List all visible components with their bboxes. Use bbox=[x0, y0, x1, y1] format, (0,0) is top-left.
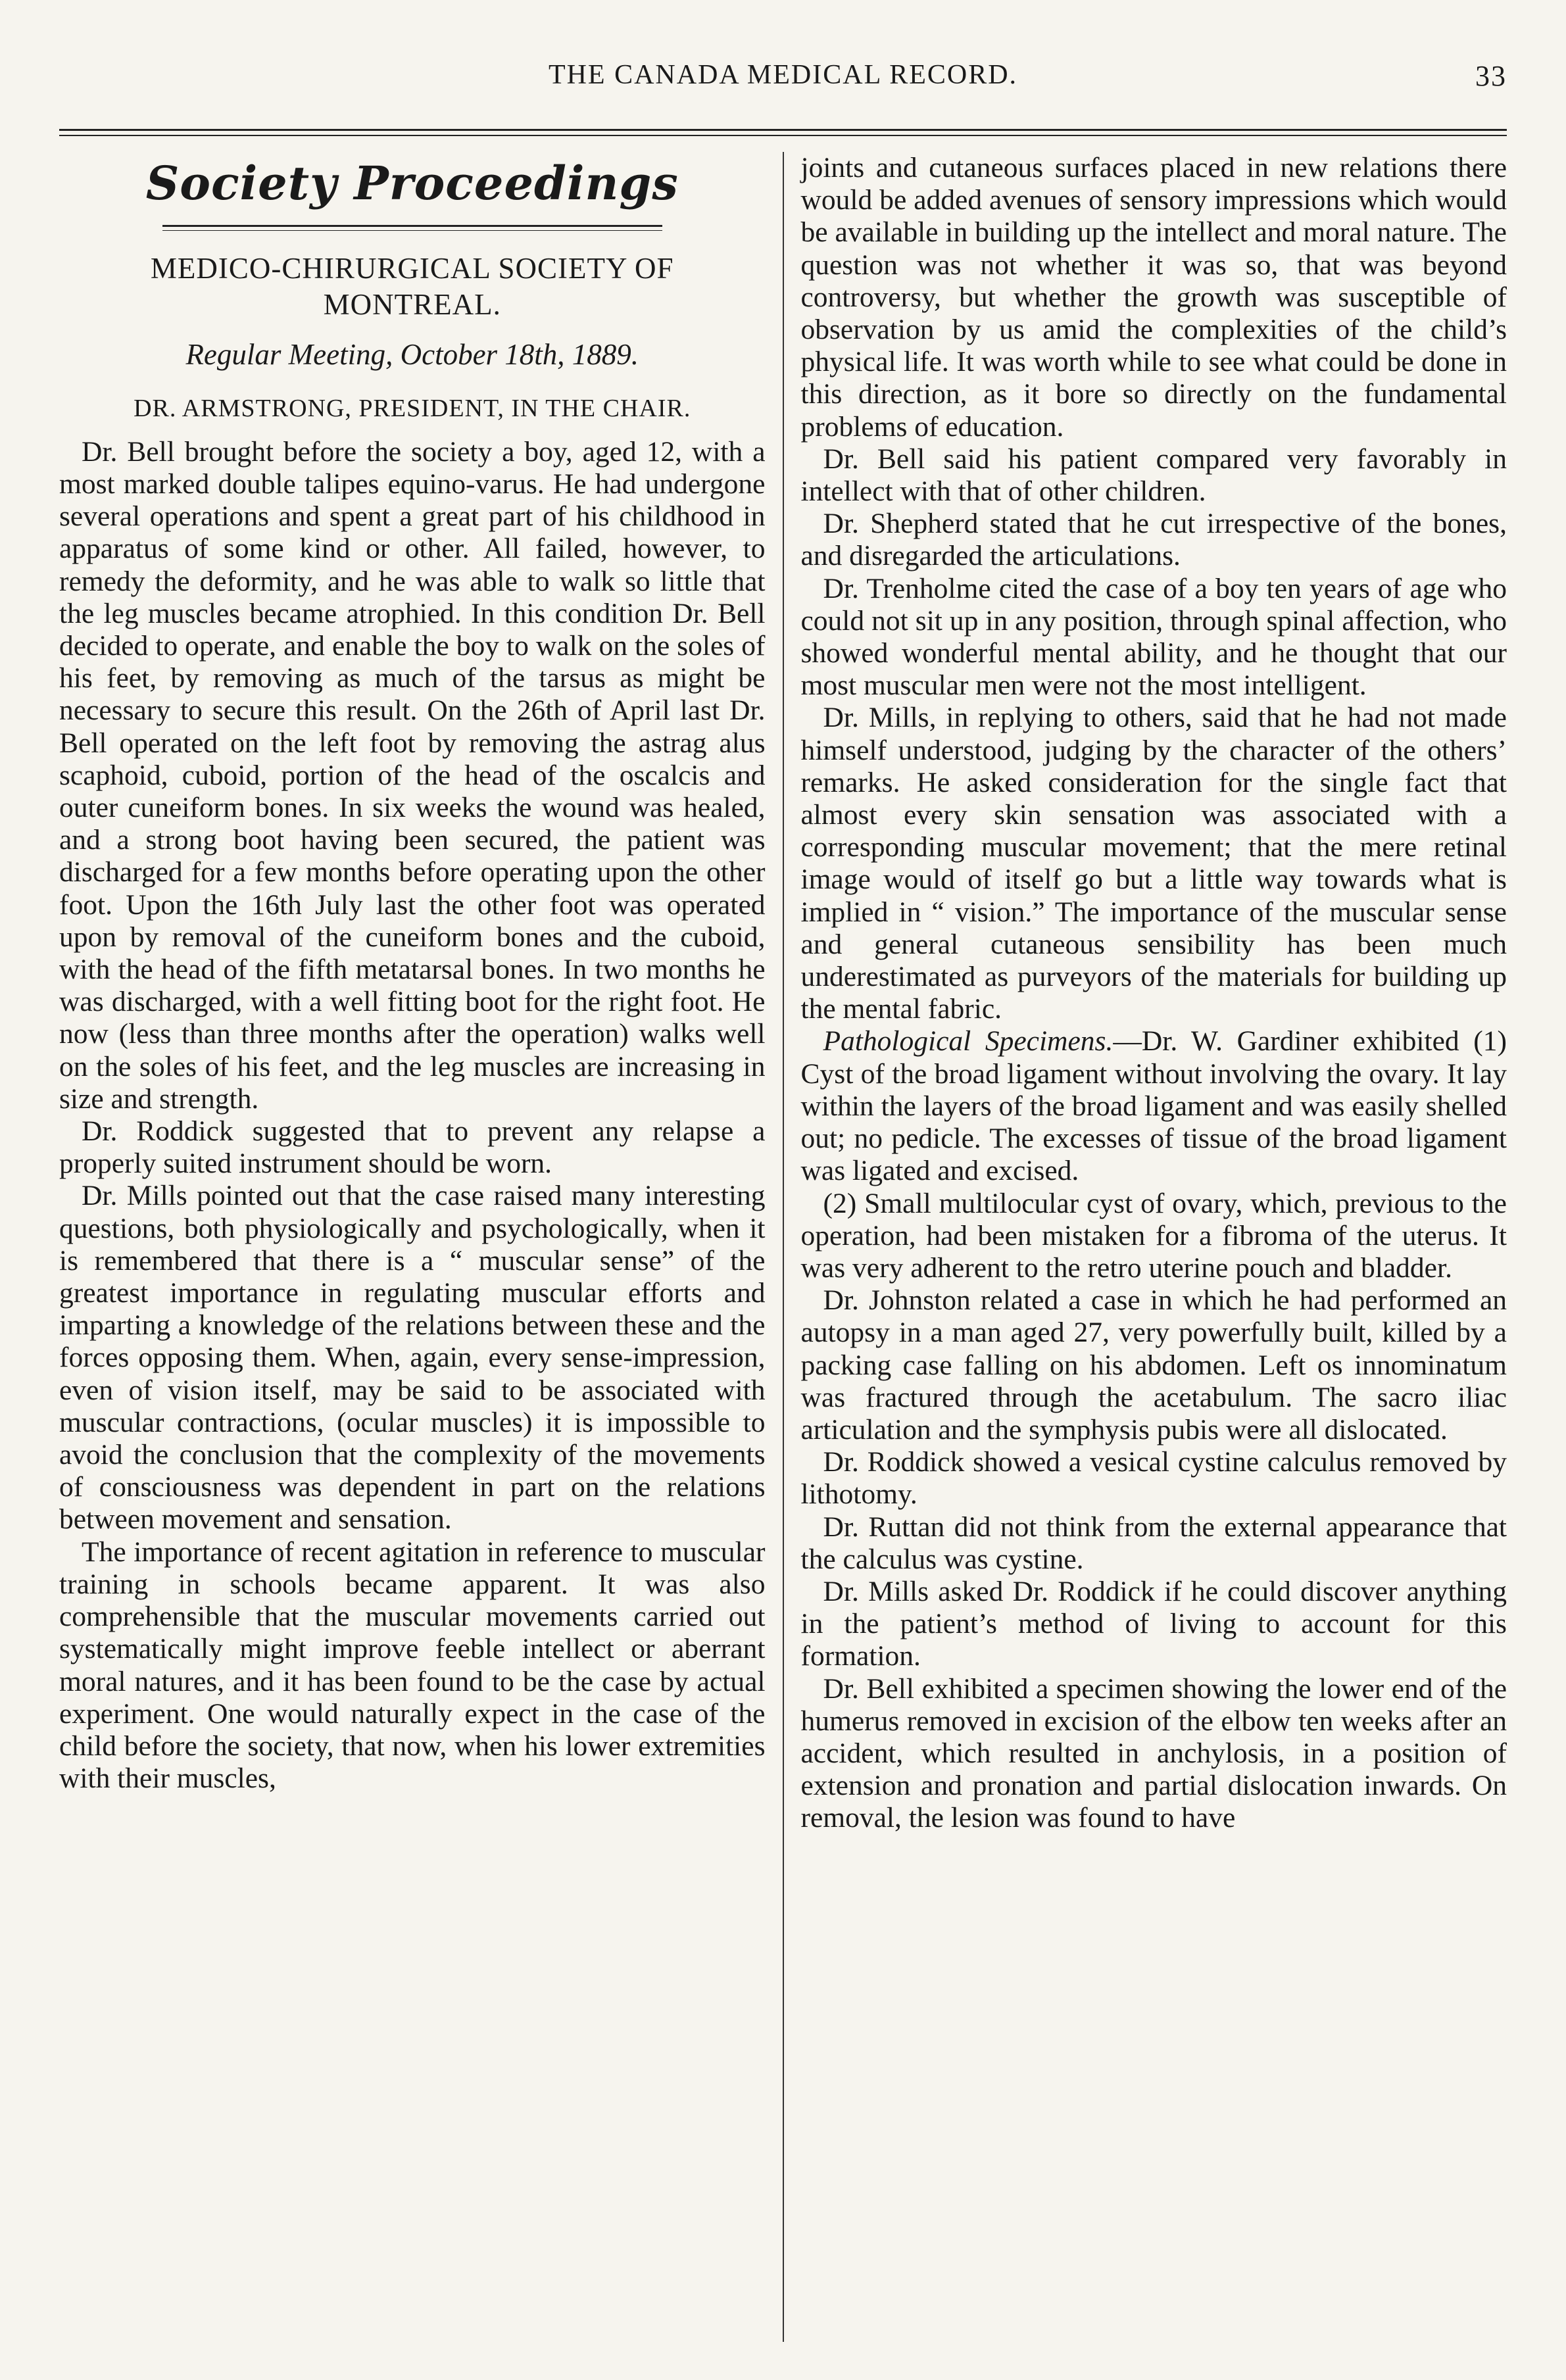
header-rule bbox=[59, 129, 1507, 131]
paragraph: Dr. Shepherd stated that he cut irrespective of the bones, and disregarded the articulations. bbox=[800, 508, 1507, 572]
chair-line: DR. ARMSTRONG, PRESIDENT, IN THE CHAIR. bbox=[134, 394, 691, 422]
paragraph: Dr. Roddick showed a vesical cystine calculus removed by lithotomy. bbox=[800, 1446, 1507, 1511]
paragraph: (2) Small multilocular cyst of ovary, which, previous to the operation, had been mistaken for a fibroma of the uterus. It was very adherent to the retro uterine pouch and bladder. bbox=[800, 1187, 1507, 1284]
meeting-date: Regular Meeting, October 18th, 1889. bbox=[185, 337, 639, 371]
right-column bbox=[783, 152, 1507, 2342]
paragraph: Dr. Bell exhibited a specimen showing the lower end of the humerus removed in excision of the elbow ten weeks after an accident, which resulted in anchylosis, in a position of extension and pronation and partial dislocation inwards. On removal, the lesion was found to have bbox=[800, 1672, 1507, 1834]
society-title: MEDICO-CHIRURGICAL SOCIETY OF MONTREAL. bbox=[150, 252, 674, 321]
paragraph: Dr. Johnston related a case in which he had performed an autopsy in a man aged 27, very powerfully built, killed by a packing case falling on his abdomen. Left os innominatum was fractured through the acetabulum. The sacro iliac articulation and the symphysis pubis were all dislocated. bbox=[800, 1284, 1507, 1445]
section-heading: Society Proceedings bbox=[145, 156, 679, 210]
pathological-paragraph bbox=[801, 1025, 1507, 1187]
two-column-body bbox=[59, 152, 1507, 2342]
paragraph: Dr. Mills pointed out that the case raised many interesting questions, both physiologically and psychologically, when it is remembered that there is a “ muscular sense” of the greatest importance in regulating muscular efforts and imparting a knowledge of the relations between these and the forces opposing them. When, again, every sense-impression, even of vision itself, may be said to be associated with muscular contractions, (ocular muscles) it is impossible to avoid the conclusion that the complexity of the movements of consciousness was dependent in part on the relations between movement and sensation. bbox=[59, 1180, 766, 1536]
left-column bbox=[59, 152, 783, 2342]
paragraph: Dr. Roddick suggested that to prevent any relapse a properly suited instrument should be worn. bbox=[59, 1115, 766, 1180]
paragraph: Dr. Bell said his patient compared very favorably in intellect with that of other children. bbox=[800, 443, 1507, 508]
page-number: 33 bbox=[1475, 60, 1507, 92]
paragraph: Dr. Mills asked Dr. Roddick if he could discover anything in the patient’s method of living to account for this formation. bbox=[800, 1575, 1507, 1672]
paragraph: Dr. Mills, in replying to others, said that he had not made himself understood, judging by the character of the others’ remarks. He asked consideration for the single fact that almost every skin sensation was associated with a corresponding muscular movement; that the mere retinal image would of itself go but a little way towards what is implied in “ vision.” The importance of the muscular sense and general cutaneous sensibility has been much underestimated as purveyors of the materials for building up the mental fabric. bbox=[800, 702, 1507, 1025]
paragraph: joints and cutaneous surfaces placed in new relations there would be added avenues of sensory impressions which would be available in building up the intellect and moral nature. The question was not whether it was so, that was beyond controversy, but whether the growth was susceptible of observation by us amid the complexities of the child’s physical life. It was worth while to see what could be done in this direction, as it bore so directly on the fundamental problems of education. bbox=[800, 152, 1507, 443]
paragraph: Dr. Ruttan did not think from the external appearance that the calculus was cystine. bbox=[800, 1511, 1507, 1575]
paragraph: Dr. Trenholme cited the case of a boy ten years of age who could not sit up in any position, through spinal affection, who showed wonderful mental ability, and he thought that our most muscular men were not the most intelligent. bbox=[800, 572, 1507, 702]
section-rule bbox=[162, 225, 662, 227]
section-rule-thin bbox=[162, 230, 662, 231]
pathological-text: —Dr. W. Gardiner exhibited (1) Cyst of the broad ligament without involving the ovary. It lay within the layers of the broad ligament and was easily shelled out; no pedicle. The excesses of tissue of the broad ligament was ligated and excised. bbox=[800, 1025, 1507, 1187]
pathological-label: Pathological Specimens. bbox=[823, 1025, 1113, 1057]
journal-title: THE CANADA MEDICAL RECORD. bbox=[548, 60, 1018, 90]
running-head bbox=[59, 59, 1507, 118]
paragraph: Dr. Bell brought before the society a boy, aged 12, with a most marked double talipes equino-varus. He had undergone several operations and spent a great part of his childhood in apparatus of some kind or other. All failed, however, to remedy the deformity, and he was able to walk so little that the leg muscles became atrophied. In this condition Dr. Bell decided to operate, and enable the boy to walk on the soles of his feet, by removing as much of the tarsus as might be necessary to secure this result. On the 26th of April last Dr. Bell operated on the left foot by removing the astrag alus scaphoid, cuboid, portion of the head of the oscalcis and outer cuneiform bones. In six weeks the wound was healed, and a strong boot having been secured, the patient was discharged for a few months before operating upon the other foot. Upon the 16th July last the other foot was operated upon by removal of the cuneiform bones and the cuboid, with the head of the fifth metatarsal bones. In two months he was discharged, with a well fitting boot for the right foot. He now (less than three months after the operation) walks well on the soles of his feet, and the leg muscles are increasing in size and strength. bbox=[59, 435, 766, 1115]
header-rule-thin bbox=[59, 135, 1507, 136]
paragraph: The importance of recent agitation in reference to muscular training in schools became apparent. It was also comprehensible that the muscular movements carried out systematically might improve feeble intellect or aberrant moral natures, and it has been found to be the case by actual experiment. One would naturally expect in the case of the child before the society, that now, when his lower extremities with their muscles, bbox=[59, 1536, 766, 1795]
